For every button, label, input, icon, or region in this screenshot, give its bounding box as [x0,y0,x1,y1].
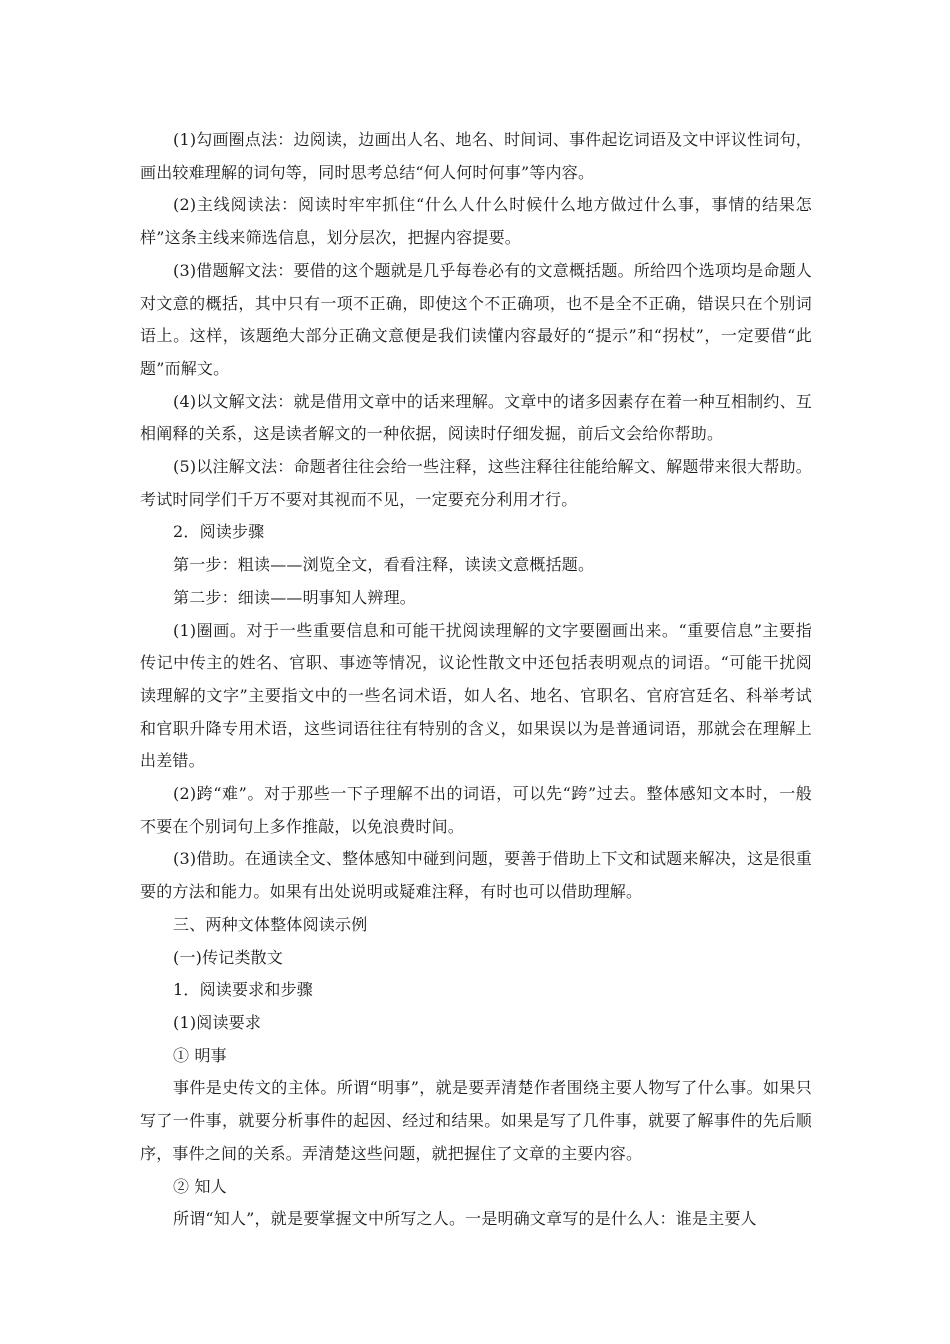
paragraph-step-1: 第一步：粗读——浏览全文，看看注释，读读文意概括题。 [173,555,595,575]
heading-biography-prose: (一)传记类散文 [173,947,284,967]
paragraph-method-3: (3)借题解文法：要借的这个题就是几乎每卷必有的文意概括题。所给四个选项均是命题人对文意的概括，其中只有一项不正确，即使这个不正确项，也不是全不正确，错误只在个别词语上。这样，该题绝大部分正确文意便是我们读懂内容最好的“提示”和“拐杖”，一定要借“此题”而解文。 [140,260,812,378]
heading-reading-steps: 2．阅读步骤 [173,522,265,542]
paragraph-borrow-help: (3)借助。在通读全文、整体感知中碰到问题，要善于借助上下文和试题来解决，这是很重要的方法和能力。如果有出处说明或疑难注释，有时也可以借助理解。 [140,849,812,902]
paragraph-skip-difficult: (2)跨“难”。对于那些一下子理解不出的词语，可以先“跨”过去。整体感知文本时，一般不要在个别词句上多作推敲，以免浪费时间。 [140,784,812,836]
paragraph-method-1: (1)勾画圈点法：边阅读，边画出人名、地名、时间词、事件起讫词语及文中评议性词句，画出较难理解的词句等，同时思考总结“何人何时何事”等内容。 [140,130,812,182]
heading-reading-requirements: (1)阅读要求 [173,1012,262,1032]
heading-understand-events: ① 明事 [173,1045,227,1065]
paragraph-understand-events: 事件是史传文的主体。所谓“明事”，就是要弄清楚作者围绕主要人物写了什么事。如果只写了一件事，就要分析事件的起因、经过和结果。如果是写了几件事，就要了解事件的先后顺序，事件之间的关系。弄清楚这些问题，就把握住了文章的主要内容。 [140,1078,812,1163]
heading-requirements-steps: 1．阅读要求和步骤 [173,980,313,1000]
document-body [140,124,812,1236]
heading-know-people: ② 知人 [173,1176,227,1196]
paragraph-method-2: (2)主线阅读法：阅读时牢牢抓住“什么人什么时候什么地方做过什么事，事情的结果怎样”这条主线来筛选信息，划分层次，把握内容提要。 [140,195,812,248]
paragraph-method-4: (4)以文解文法：就是借用文章中的话来理解。文章中的诸多因素存在着一种互相制约、互相阐释的关系，这是读者解文的一种依据，阅读时仔细发掘，前后文会给你帮助。 [140,391,812,444]
paragraph-know-people: 所谓“知人”，就是要掌握文中所写之人。一是明确文章写的是什么人：谁是主要人 [173,1209,757,1229]
heading-section-three: 三、两种文体整体阅读示例 [173,914,368,934]
paragraph-method-5: (5)以注解文法：命题者往往会给一些注释，这些注释往往能给解文、解题带来很大帮助。考试时同学们千万不要对其视而不见，一定要充分利用才行。 [140,457,812,509]
paragraph-circle-draw: (1)圈画。对于一些重要信息和可能干扰阅读理解的文字要圈画出来。“重要信息”主要指传记中传主的姓名、官职、事迹等情况，议论性散文中还包括表明观点的词语。“可能干扰阅读理解的文字”主要指文中的一些名词术语，如人名、地名、官职名、官府宫廷名、科举考试和官职升降专用术语，这些词语往往有特别的含义，如果误以为是普通词语，那就会在理解上出差错。 [140,620,812,771]
paragraph-step-2: 第二步：细读——明事知人辨理。 [173,587,417,607]
